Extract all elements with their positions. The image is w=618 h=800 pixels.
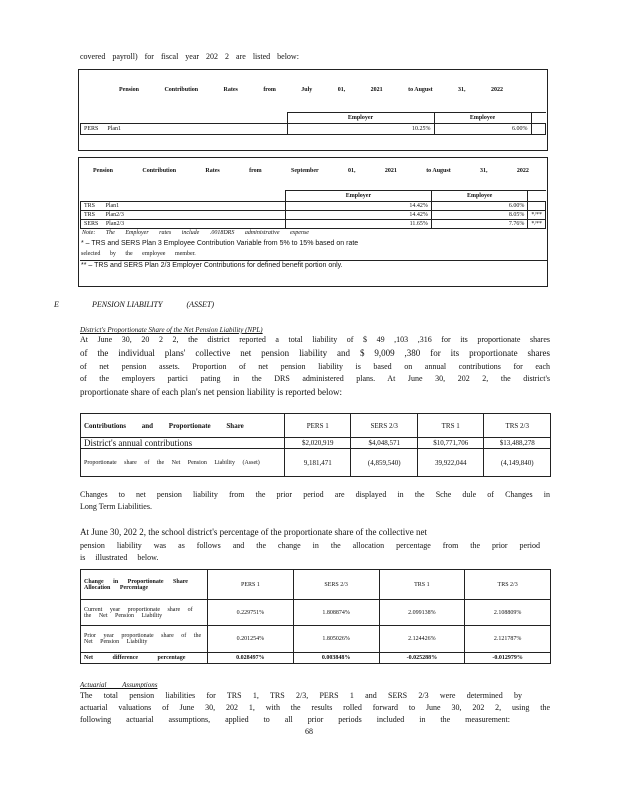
page-number: 68	[305, 727, 313, 736]
actuarial-line-3: following actuarial assumptions, applied to all prior periods included in the measurement:	[80, 715, 510, 724]
npl-line-3: of net pension assets. Proportion of net pension liability is based on annual contributions for each	[80, 362, 550, 371]
table1-header	[119, 87, 503, 93]
table2-header-cell: September	[290, 168, 319, 174]
npl-line-2: of the individual plans' collective net pension liability and $ 9,009 ,380 for its proportionate shares	[80, 348, 550, 358]
table2-header-cell: 31,	[480, 168, 488, 174]
table2-header-cell: 01,	[348, 168, 356, 174]
column-header: PERS 1	[208, 570, 294, 600]
column-header: TRS 1	[379, 570, 465, 600]
intro-line: covered payroll) for fiscal year 202 2 are listed below:	[80, 52, 299, 61]
column-header: TRS 2/3	[484, 414, 551, 438]
column-header: SERS 2/3	[351, 414, 417, 438]
table-row: SERS Plan2/3 11.65% 7.76% */**	[81, 220, 546, 229]
table-row: TRS Plan1 14.42% 6.00%	[81, 202, 546, 211]
column-header: Change in Proportionate Share Allocation Percentage	[81, 570, 208, 600]
table2-note: Note: The Employer rates include .0018DRS administrative expense	[82, 230, 309, 236]
section-title: PENSION LIABILITY (ASSET)	[92, 300, 215, 309]
footnote-plan3: * – TRS and SERS Plan 3 Employee Contribution Variable from 5% to 15% based on rate	[81, 240, 359, 247]
table-row: Current year proportionate share of the Net Pension Liability 0.229751% 1.808874% 2.099138% 2.108809%	[81, 600, 551, 626]
table-row: District's annual contributions $2,020,919 $4,048,571 $10,771,706 $13,488,278	[81, 438, 551, 449]
table-row: TRS Plan2/3 14.42% 8.05% */**	[81, 211, 546, 220]
column-header: TRS 2/3	[465, 570, 551, 600]
allocation-change-table	[80, 569, 551, 664]
allocation-line-1: At June 30, 202 2, the school district's percentage of the proportionate share of the collective net	[80, 527, 428, 537]
actuarial-line-2: actuarial valuations of June 30, 202 1, with the results rolled forward to June 30, 202 2, using the	[80, 703, 550, 712]
npl-line-5: proportionate share of each plan's net pension liability is reported below:	[80, 387, 343, 397]
table2-grid	[80, 190, 546, 229]
column-header: PERS 1	[285, 414, 351, 438]
table1-header-cell: Contribution	[164, 87, 199, 93]
employee-header: Employee	[434, 113, 531, 124]
changes-line-2: Long Term Liabilities.	[80, 502, 152, 511]
npl-line-4: of the employers partici pating in the DRS administered plans. At June 30, 202 2, the district's	[80, 374, 550, 383]
column-header: TRS 1	[417, 414, 484, 438]
employer-header: Employer	[287, 113, 434, 124]
table-row: Proportionate share of the Net Pension Liability (Asset) 9,181,471 (4,859,540) 39,922,044 (4,149,840)	[81, 449, 551, 477]
employer-header: Employer	[286, 191, 432, 202]
proportionate-share-table	[80, 413, 551, 477]
table2-header-cell: Rates	[205, 168, 220, 174]
table-row: Prior year proportionate share of the Net Pension Liability 0.201254% 1.805026% 2.124426% 2.121787%	[81, 626, 551, 653]
table1-header-cell: 01,	[337, 87, 346, 93]
allocation-line-2: pension liability was as follows and the change in the allocation percentage from the prior period	[80, 541, 540, 550]
table2-header-cell: Contribution	[142, 168, 177, 174]
table2-header-cell: to August	[426, 168, 451, 174]
table2-header-cell: 2022	[516, 168, 529, 174]
table-header-row	[81, 570, 551, 600]
employee-header: Employee	[431, 191, 527, 202]
footnote-employer: ** – TRS and SERS Plan 2/3 Employer Contributions for defined benefit portion only.	[81, 262, 343, 269]
npl-subheading: District's Proportionate Share of the Net Pension Liability (NPL)	[80, 326, 263, 334]
table2-header-cell: Pension	[93, 168, 114, 174]
footnote-plan3-cont: selected by the employee member.	[81, 251, 196, 257]
table1-header-cell: Pension	[119, 87, 140, 93]
npl-line-1: At June 30, 20 2 2, the district reported a total liability of $ 49 ,103 ,316 for its proportionate shares	[80, 335, 550, 344]
actuarial-line-1: The total pension liabilities for TRS 1, TRS 2/3, PERS 1 and SERS 2/3 were determined by	[80, 691, 522, 700]
section-letter: E	[54, 300, 59, 309]
column-header: Contributions and Proportionate Share	[81, 414, 285, 438]
changes-line-1: Changes to net pension liability from the prior period are displayed in the Sche dule of Changes in	[80, 490, 550, 499]
table1-header-cell: 2022	[490, 87, 503, 93]
column-header: SERS 2/3	[293, 570, 379, 600]
table1-header-cell: 31,	[458, 87, 466, 93]
allocation-line-3: is illustrated below.	[80, 553, 159, 562]
table1-header-cell: July	[301, 87, 313, 93]
table-header-row	[81, 414, 551, 438]
actuarial-heading: Actuarial Assumptions	[80, 681, 158, 689]
contribution-rates-table-1	[78, 69, 548, 151]
table-row: Net difference percentage 0.028497% 0.003848% -0.025288% -0.012979%	[81, 653, 551, 664]
table1-header-cell: from	[263, 87, 276, 93]
table-row: PERS Plan1 10.25% 6.00%	[81, 124, 546, 135]
table2-header	[93, 168, 529, 174]
table1-grid	[80, 112, 546, 135]
table2-header-cell: from	[249, 168, 262, 174]
table1-header-cell: Rates	[223, 87, 238, 93]
table2-header-cell: 2021	[384, 168, 397, 174]
table1-header-cell: 2021	[370, 87, 383, 93]
table1-header-cell: to August	[408, 87, 433, 93]
